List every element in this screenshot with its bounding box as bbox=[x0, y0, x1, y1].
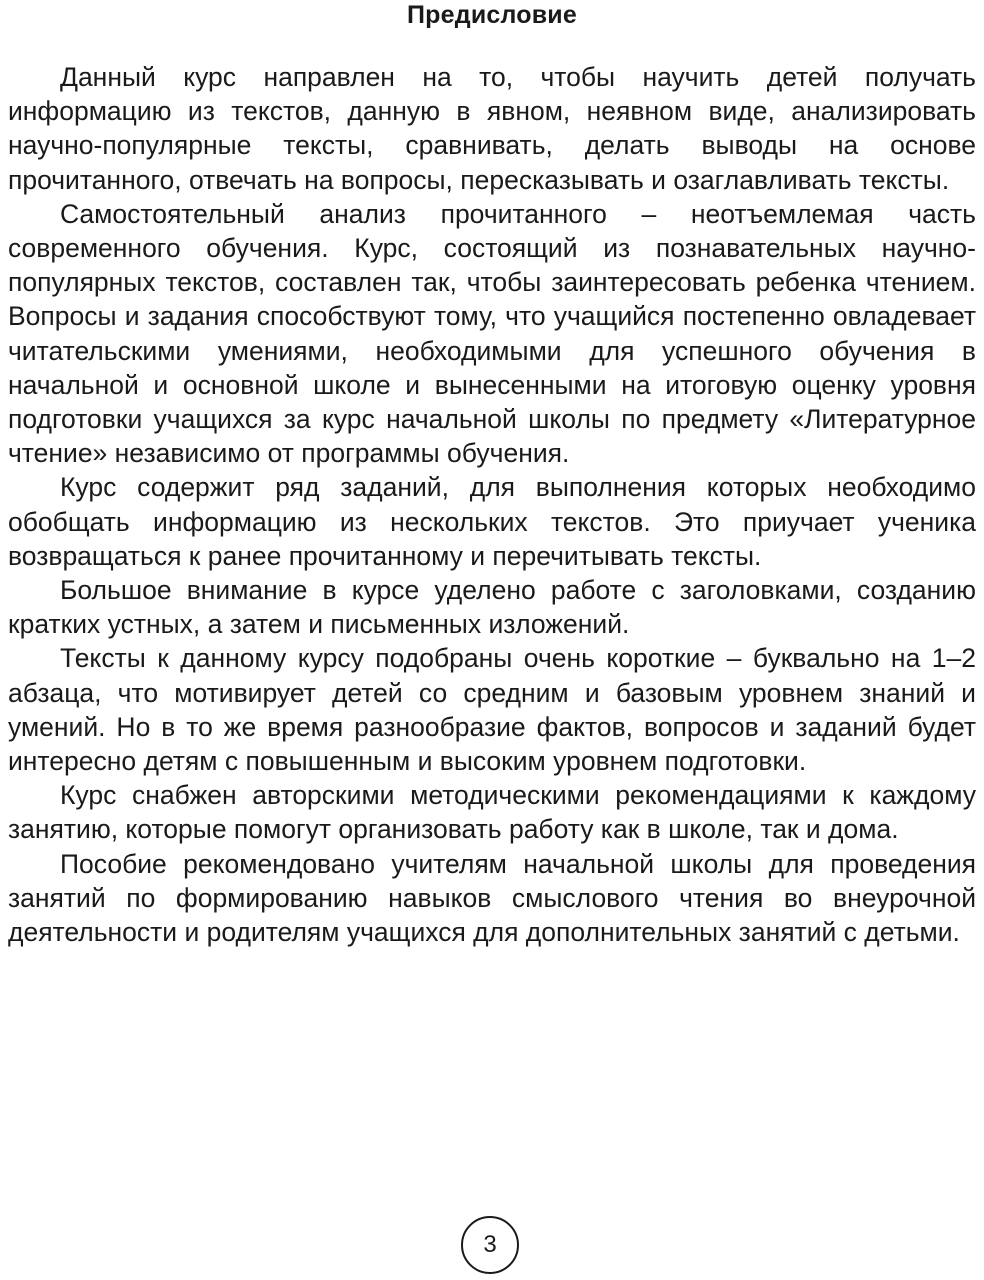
paragraph-3: Курс содержит ряд заданий, для выполнения которых необходимо обобщать информацию из нескольких текстов. Это приучает ученика возвращаться к ранее прочитанному и перечитывать тексты. bbox=[8, 472, 976, 571]
paragraph-5: Тексты к данному курсу подобраны очень короткие – буквально на 1–2 абзаца, что мотивирует детей со средним и базовым уровнем знаний и умений. Но в то же время разнообразие фактов, вопросов и заданий будет интересно детям с повышенным и высоким уровнем подготовки. bbox=[8, 643, 976, 777]
paragraph-4: Большое внимание в курсе уделено работе с заголовками, созданию кратких устных, а затем и письменных изложений. bbox=[8, 575, 976, 640]
paragraph-7: Пособие рекомендовано учителям начальной школы для проведения занятий по формированию навыков смыслового чтения во внеурочной деятельности и родителям учащихся для дополнительных занятий с детьми. bbox=[8, 848, 976, 948]
page-title: Предисловие bbox=[407, 1, 577, 29]
page-number-badge: 3 bbox=[461, 1216, 519, 1274]
paragraph-6: Курс снабжен авторскими методическими рекомендациями к каждому занятию, которые помогут организовать работу как в школе, так и дома. bbox=[8, 780, 976, 845]
body-text bbox=[8, 60, 976, 949]
paragraph-2: Самостоятельный анализ прочитанного – неотъемлемая часть современного обучения. Курс, состоящий из познавательных научно-популярных текстов, составлен так, чтобы заинтересовать ребенка чтением. Вопросы и задания способствуют тому, что учащийся постепенно овладевает читательскими умениями, необходимыми для успешного обучения в начальной и основной школе и вынесенными на итоговую оценку уровня подготовки учащихся за курс начальной школы по предмету «Литературное чтение» независимо от программы обучения. bbox=[8, 198, 976, 469]
paragraph-1: Данный курс направлен на то, чтобы научить детей получать информацию из текстов, данную в явном, неявном виде, анализировать научно-популярные тексты, сравнивать, делать выводы на основе прочитанного, отвечать на вопросы, пересказывать и озаглавливать тексты. bbox=[8, 62, 976, 195]
